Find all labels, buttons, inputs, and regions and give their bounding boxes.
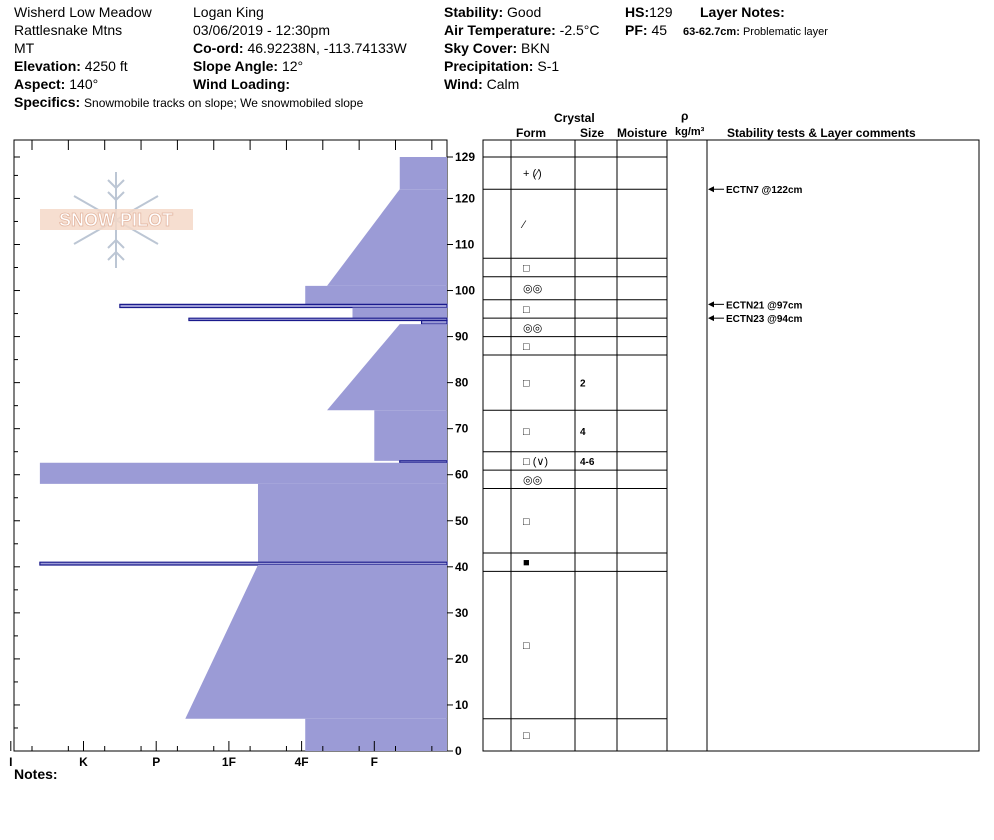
depth-label: 120 [455,191,476,206]
layer-size: 4 [580,426,586,438]
layer-form: □ [523,340,530,353]
stability-arrow-head [708,186,714,192]
hs-label: HS: [625,4,650,20]
depth-label: 129 [455,150,476,164]
stability-test-label: ECTN23 @94cm [726,314,803,326]
hardness-label-4F: 4F [294,755,309,769]
depth-label: 100 [455,283,476,298]
elevation-value: 4250 ft [84,58,128,74]
layer-form: □ [523,640,530,653]
hardness-label-1F: 1F [221,755,236,769]
hardness-profile [40,157,447,751]
location-name: Wisherd Low Meadow [14,4,152,20]
wind-label: Wind: [444,76,483,92]
layers-table [483,140,979,751]
aspect-value: 140° [69,76,99,92]
depth-label: 60 [455,467,469,482]
crystal-header: Crystal [554,111,595,125]
wind-loading-label: Wind Loading: [193,76,291,92]
logo-text: SNOW PILOT [59,210,173,230]
form-header: Form [516,126,546,140]
hardness-segment-7 [327,324,447,410]
stability-test-label: ECTN21 @97cm [726,300,803,312]
notes-label: Notes: [14,766,58,782]
hardness-segment-5 [189,318,447,320]
layer-form: ■ [523,557,530,570]
layer-note-range: 63-62.7cm: [683,26,740,38]
depth-label: 110 [455,237,475,252]
hardness-segment-9 [400,461,447,463]
moisture-header: Moisture [617,126,668,140]
slope-value: 12° [281,58,304,74]
observer: Logan King [193,4,264,20]
layer-form: □ [523,515,530,528]
hardness-segment-1 [327,189,447,286]
specifics-value: Snowmobile tracks on slope; We snowmobiled slope [84,96,364,110]
stability-value: Good [507,4,542,20]
hs-value: 129 [649,4,673,20]
depth-label: 90 [455,329,469,344]
stability-test-label: ECTN7 @122cm [726,185,803,197]
precip-label: Precipitation: [444,58,534,74]
snowpilot-logo [40,172,193,268]
coord-label: Co-ord: [193,40,244,56]
hardness-label-F: F [370,755,378,769]
depth-label: 80 [455,375,469,390]
wind-value: Calm [486,76,520,92]
layer-form: □ [523,377,530,390]
rho-header: ρ [681,109,689,123]
stability-label: Stability: [444,4,504,20]
depth-label: 70 [455,421,469,436]
depth-label: 50 [455,513,469,528]
hardness-segment-6 [422,320,447,324]
layer-form: ◎◎ [523,474,543,487]
layer-note-text: Problematic layer [742,26,828,38]
air-temp-label: Air Temperature: [444,22,556,38]
depth-label: 10 [455,697,469,712]
comments-header: Stability tests & Layer comments [727,126,916,140]
depth-label: 30 [455,605,469,620]
coord-value: 46.92238N, -113.74133W [247,40,407,56]
hardness-segment-0 [400,157,447,189]
pf-label: PF: [625,22,648,38]
elevation-label: Elevation: [14,58,81,74]
layer-form: □ [523,262,530,275]
layer-form: + (⁄) [523,168,542,181]
hardness-label-P: P [152,755,161,769]
depth-label: 20 [455,651,469,666]
hardness-segment-14 [305,719,447,751]
hardness-segment-10 [40,463,447,484]
hardness-label-I: I [9,755,13,769]
layer-form: □ [523,303,530,316]
sky-label: Sky Cover: [444,40,518,56]
mountain-range: Rattlesnake Mtns [14,22,123,38]
hardness-segment-8 [374,410,447,461]
layer-form: ⁄ [523,218,525,231]
hardness-segment-3 [120,304,447,307]
layer-form: □ (∨) [523,455,549,468]
layer-notes-label: Layer Notes: [700,4,785,20]
stability-arrow-head [708,301,714,307]
pf-value: 45 [651,22,668,38]
specifics-label: Specifics: [14,94,81,110]
sky-value: BKN [521,40,550,56]
slope-label: Slope Angle: [193,58,279,74]
hardness-segment-12 [40,562,447,565]
depth-label: 0 [455,744,462,758]
state: MT [14,40,35,56]
stability-tests [708,185,803,325]
aspect-label: Aspect: [14,76,66,92]
air-temp-value: -2.5°C [559,22,600,38]
hardness-label-K: K [79,755,88,769]
hardness-segment-2 [305,286,447,304]
layer-size: 2 [580,378,586,390]
depth-label: 40 [455,559,469,574]
hardness-segment-13 [185,565,447,719]
size-header: Size [580,126,605,140]
layer-form: □ [523,729,530,742]
layer-form: □ [523,425,530,438]
layer-form: ◎◎ [523,322,543,335]
layer-form: ◎◎ [523,283,543,296]
hardness-segment-11 [258,484,447,562]
hardness-segment-4 [352,308,447,319]
stability-arrow-head [708,315,714,321]
precip-value: S-1 [537,58,560,74]
density-unit: kg/m³ [675,126,705,138]
datetime: 03/06/2019 - 12:30pm [193,22,330,38]
layer-size: 4-6 [580,456,595,468]
